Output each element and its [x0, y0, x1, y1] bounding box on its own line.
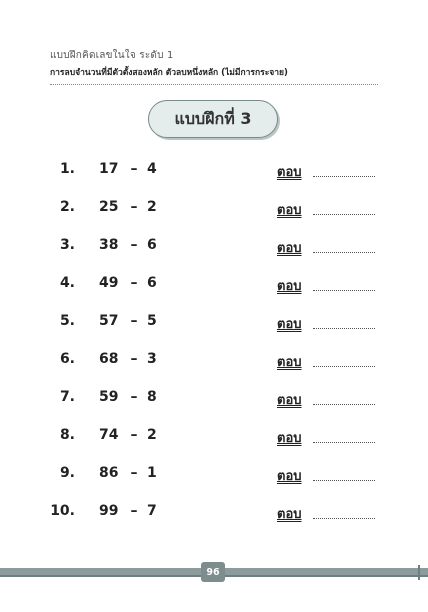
- answer-blank[interactable]: [313, 442, 375, 443]
- minuend: 68: [99, 351, 119, 367]
- answer-label: ตอบ: [277, 165, 302, 180]
- answer-blank[interactable]: [313, 214, 375, 215]
- minuend: 25: [99, 199, 119, 215]
- page-number: 96: [201, 562, 225, 582]
- problem-expression: [99, 465, 157, 481]
- problem-number: 2.: [59, 199, 75, 215]
- answer-label: ตอบ: [277, 241, 302, 256]
- minus-sign: –: [130, 199, 138, 215]
- subtrahend: 3: [147, 351, 157, 367]
- problem-expression: [99, 389, 157, 405]
- problem-number: 9.: [59, 465, 75, 481]
- problem-expression: [99, 199, 157, 215]
- answer-label: ตอบ: [277, 317, 302, 332]
- problem-row: [0, 457, 428, 495]
- footer-edge-mark: [418, 565, 420, 580]
- subtrahend: 8: [147, 389, 157, 405]
- problem-row: [0, 229, 428, 267]
- problem-row: [0, 191, 428, 229]
- subtrahend: 2: [147, 427, 157, 443]
- problem-expression: [99, 427, 157, 443]
- answer-label: ตอบ: [277, 507, 302, 522]
- answer-blank[interactable]: [313, 290, 375, 291]
- answer-blank[interactable]: [313, 366, 375, 367]
- minuend: 57: [99, 313, 119, 329]
- subtrahend: 1: [147, 465, 157, 481]
- subtrahend: 2: [147, 199, 157, 215]
- problem-number: 7.: [59, 389, 75, 405]
- answer-label: ตอบ: [277, 431, 302, 446]
- section-subtitle: การลบจำนวนที่มีตัวตั้งสองหลัก ตัวลบหนึ่งหลัก (ไม่มีการกระจาย): [50, 68, 288, 78]
- minuend: 99: [99, 503, 119, 519]
- minuend: 38: [99, 237, 119, 253]
- problem-number: 6.: [59, 351, 75, 367]
- answer-label: ตอบ: [277, 279, 302, 294]
- subtrahend: 6: [147, 237, 157, 253]
- answer-blank[interactable]: [313, 518, 375, 519]
- problem-number: 1.: [59, 161, 75, 177]
- minus-sign: –: [130, 351, 138, 367]
- problem-number: 4.: [59, 275, 75, 291]
- header-divider: [50, 84, 378, 85]
- answer-label: ตอบ: [277, 469, 302, 484]
- problem-row: [0, 153, 428, 191]
- problem-list: [0, 153, 428, 533]
- problem-expression: [99, 503, 157, 519]
- answer-blank[interactable]: [313, 404, 375, 405]
- minuend: 59: [99, 389, 119, 405]
- answer-blank[interactable]: [313, 328, 375, 329]
- problem-expression: [99, 237, 157, 253]
- problem-expression: [99, 351, 157, 367]
- answer-label: ตอบ: [277, 203, 302, 218]
- answer-blank[interactable]: [313, 176, 375, 177]
- problem-expression: [99, 161, 157, 177]
- minus-sign: –: [130, 503, 138, 519]
- minus-sign: –: [130, 389, 138, 405]
- answer-blank[interactable]: [313, 480, 375, 481]
- minus-sign: –: [130, 161, 138, 177]
- minus-sign: –: [130, 237, 138, 253]
- minus-sign: –: [130, 313, 138, 329]
- subtrahend: 6: [147, 275, 157, 291]
- problem-row: [0, 267, 428, 305]
- minus-sign: –: [130, 427, 138, 443]
- problem-row: [0, 381, 428, 419]
- exercise-title: แบบฝึกที่ 3: [174, 108, 252, 128]
- problem-number: 10.: [50, 503, 75, 519]
- series-title: แบบฝึกคิดเลขในใจ ระดับ 1: [50, 50, 174, 61]
- problem-row: [0, 343, 428, 381]
- answer-label: ตอบ: [277, 393, 302, 408]
- exercise-title-badge: [148, 100, 278, 138]
- answer-blank[interactable]: [313, 252, 375, 253]
- problem-row: [0, 419, 428, 457]
- problem-expression: [99, 313, 157, 329]
- problem-row: [0, 495, 428, 533]
- minuend: 17: [99, 161, 119, 177]
- minuend: 49: [99, 275, 119, 291]
- minus-sign: –: [130, 275, 138, 291]
- problem-number: 5.: [59, 313, 75, 329]
- answer-label: ตอบ: [277, 355, 302, 370]
- subtrahend: 5: [147, 313, 157, 329]
- subtrahend: 7: [147, 503, 157, 519]
- minuend: 74: [99, 427, 119, 443]
- subtrahend: 4: [147, 161, 157, 177]
- problem-row: [0, 305, 428, 343]
- problem-number: 8.: [59, 427, 75, 443]
- minuend: 86: [99, 465, 119, 481]
- problem-number: 3.: [59, 237, 75, 253]
- problem-expression: [99, 275, 157, 291]
- minus-sign: –: [130, 465, 138, 481]
